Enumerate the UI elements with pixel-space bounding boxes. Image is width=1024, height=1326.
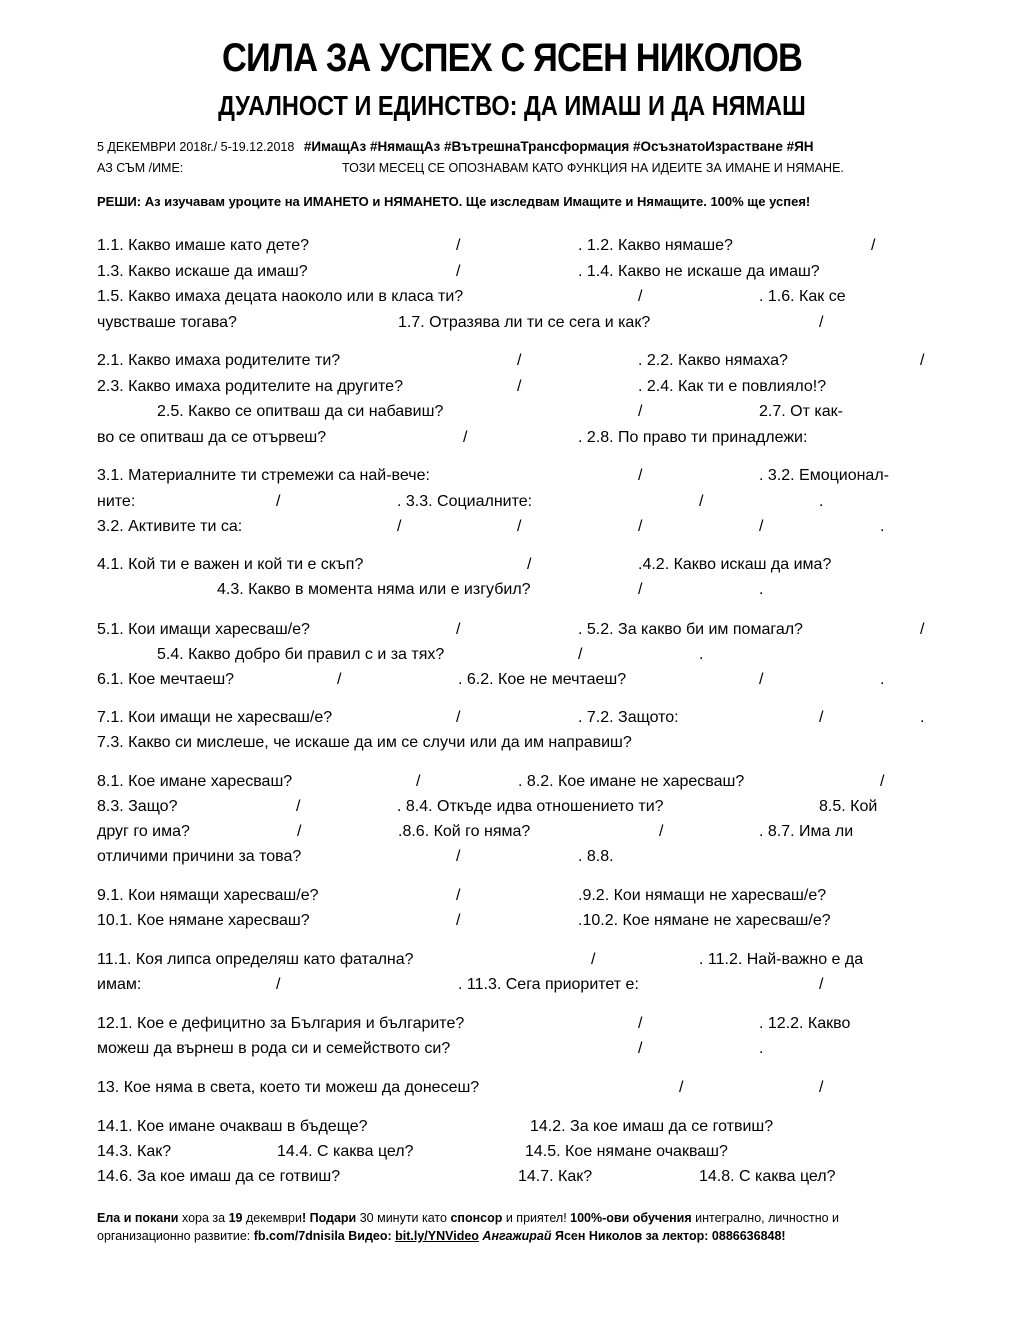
answer-slash: / bbox=[638, 581, 643, 598]
question-13: 13. Кое няма в света, което ти можеш да донесеш? bbox=[97, 1079, 480, 1096]
footer-line-1 bbox=[97, 1211, 839, 1225]
month-statement: ТОЗИ МЕСЕЦ СЕ ОПОЗНАВАМ КАТО ФУНКЦИЯ НА ИДЕИТЕ ЗА ИМАНЕ И НЯМАНЕ. bbox=[342, 161, 844, 175]
question-7-1: 7.1. Кои имащи не харесваш/е? bbox=[97, 709, 333, 726]
answer-slash: / bbox=[819, 314, 824, 331]
answer-slash: / bbox=[819, 976, 824, 993]
question-11-3: . 11.3. Сега приоритет е: bbox=[458, 976, 639, 993]
answer-slash: / bbox=[296, 798, 301, 815]
footer-day: 19 bbox=[228, 1211, 243, 1225]
question-1-6: . 1.6. Как се bbox=[759, 288, 846, 305]
question-2-3: 2.3. Какво имаха родителите на другите? bbox=[97, 378, 403, 395]
name-label: АЗ СЪМ /ИМЕ: bbox=[97, 161, 184, 175]
answer-slash: / bbox=[456, 912, 461, 929]
footer-excl: ! bbox=[301, 1211, 310, 1225]
footer-minutes: 30 минути като bbox=[356, 1211, 451, 1225]
answer-slash: / bbox=[920, 352, 925, 369]
answer-slash: / bbox=[456, 621, 461, 638]
answer-slash: / bbox=[456, 887, 461, 904]
question-1-1: 1.1. Какво имаше като дете? bbox=[97, 237, 310, 254]
answer-slash: / bbox=[638, 1040, 643, 1057]
answer-slash: / bbox=[638, 1015, 643, 1032]
answer-slash: / bbox=[819, 1079, 824, 1096]
footer-trainings: 100%-ови обучения bbox=[570, 1211, 692, 1225]
question-14-4: 14.4. С каква цел? bbox=[277, 1143, 414, 1160]
question-3-2: . 3.2. Емоционал- bbox=[759, 467, 889, 484]
answer-slash: / bbox=[578, 646, 583, 663]
question-1-7: 1.7. Отразява ли ти се сега и как? bbox=[398, 314, 651, 331]
question-8-2: . 8.2. Кое имане не харесваш? bbox=[518, 773, 745, 790]
answer-slash: / bbox=[463, 429, 468, 446]
question-8-1: 8.1. Кое имане харесваш? bbox=[97, 773, 293, 790]
answer-slash: / bbox=[416, 773, 421, 790]
answer-slash: / bbox=[456, 263, 461, 280]
question-12-2: . 12.2. Какво bbox=[759, 1015, 851, 1032]
footer-sponsor: спонсор bbox=[450, 1211, 503, 1225]
question-8-7-cont: отличими причини за това? bbox=[97, 848, 302, 865]
answer-slash: / bbox=[759, 671, 764, 688]
question-8-5: 8.5. Кой bbox=[819, 798, 878, 815]
answer-slash: / bbox=[638, 403, 643, 420]
footer-friend: и приятел! bbox=[502, 1211, 571, 1225]
question-4-3: 4.3. Какво в момента няма или е изгубил? bbox=[217, 581, 531, 598]
hashtags: #ИмащАз #НямащАз #ВътрешнаТрансформация #ОсъзнатоИзрастване #ЯН bbox=[303, 139, 814, 154]
question-1-3: 1.3. Какво искаше да имаш? bbox=[97, 263, 308, 280]
question-4-1: 4.1. Кой ти е важен и кой ти е скъп? bbox=[97, 556, 364, 573]
question-3-1: 3.1. Материалните ти стремежи са най-вече: bbox=[97, 467, 430, 484]
answer-dot: . bbox=[920, 709, 925, 726]
answer-dot: . bbox=[819, 493, 824, 510]
question-14-3: 14.3. Как? bbox=[97, 1143, 172, 1160]
page-subtitle: ДУАЛНОСТ И ЕДИНСТВО: ДА ИМАШ И ДА НЯМАШ bbox=[218, 90, 806, 121]
answer-slash: / bbox=[638, 467, 643, 484]
question-14-1: 14.1. Кое имане очакваш в бъдеще? bbox=[97, 1118, 368, 1135]
answer-dot: . bbox=[759, 581, 764, 598]
question-11-2: . 11.2. Най-важно е да bbox=[699, 951, 864, 968]
answer-slash: / bbox=[337, 671, 342, 688]
answer-slash: / bbox=[456, 237, 461, 254]
question-14-8: 14.8. С каква цел? bbox=[699, 1168, 836, 1185]
question-4-2: .4.2. Какво искаш да има? bbox=[638, 556, 832, 573]
question-10-1: 10.1. Кое нямане харесваш? bbox=[97, 912, 310, 929]
answer-slash: / bbox=[679, 1079, 684, 1096]
question-1-2: . 1.2. Какво нямаше? bbox=[578, 237, 733, 254]
question-6-2: . 6.2. Кое не мечтаеш? bbox=[458, 671, 627, 688]
answer-slash: / bbox=[527, 556, 532, 573]
answer-slash: / bbox=[397, 518, 402, 535]
question-2-1: 2.1. Какво имаха родителите ти? bbox=[97, 352, 341, 369]
question-8-3: 8.3. Защо? bbox=[97, 798, 178, 815]
question-8-8: . 8.8. bbox=[578, 848, 614, 865]
answer-slash: / bbox=[819, 709, 824, 726]
footer-give: Подари bbox=[309, 1211, 357, 1225]
resolve-statement: РЕШИ: Аз изучавам уроците на ИМАНЕТО и НЯМАНЕТО. Ще изследвам Имащите и Нямащите. 100% ще успея! bbox=[97, 194, 811, 209]
answer-slash: / bbox=[759, 518, 764, 535]
answer-slash: / bbox=[456, 848, 461, 865]
header-date-line bbox=[97, 139, 814, 154]
question-8-4: . 8.4. Откъде идва отношението ти? bbox=[397, 798, 664, 815]
footer-december: декември bbox=[242, 1211, 302, 1225]
answer-slash: / bbox=[880, 773, 885, 790]
question-14-2: 14.2. За кое имаш да се готвиш? bbox=[530, 1118, 774, 1135]
footer-integral: интегрално, личностно и bbox=[691, 1211, 840, 1225]
footer-lecturer: Ясен Николов за лектор: 0886636848! bbox=[551, 1229, 786, 1243]
question-7-3: 7.3. Какво си мислеше, че искаше да им се случи или да им направиш? bbox=[97, 734, 632, 751]
answer-dot: . bbox=[880, 518, 885, 535]
footer-come: Ела и покани bbox=[97, 1211, 179, 1225]
answer-slash: / bbox=[638, 518, 643, 535]
answer-slash: / bbox=[871, 237, 876, 254]
footer-org: организационно развитие: bbox=[97, 1229, 254, 1243]
answer-slash: / bbox=[699, 493, 704, 510]
question-11-1: 11.1. Коя липса определяш като фатална? bbox=[97, 951, 414, 968]
question-8-5-cont: друг го има? bbox=[97, 823, 190, 840]
question-8-6: .8.6. Кой го няма? bbox=[398, 823, 531, 840]
question-14-6: 14.6. За кое имаш да се готвиш? bbox=[97, 1168, 341, 1185]
question-3-3: . 3.3. Социалните: bbox=[397, 493, 533, 510]
question-3-2b: 3.2. Активите ти са: bbox=[97, 518, 243, 535]
question-2-4: . 2.4. Как ти е повлияло!? bbox=[638, 378, 827, 395]
page-title: СИЛА ЗА УСПЕХ С ЯСЕН НИКОЛОВ bbox=[222, 36, 802, 80]
question-9-1: 9.1. Кои нямащи харесваш/е? bbox=[97, 887, 319, 904]
question-1-5: 1.5. Какво имаха децата наоколо или в класа ти? bbox=[97, 288, 464, 305]
answer-slash: / bbox=[297, 823, 302, 840]
footer-video-label: Видео: bbox=[344, 1229, 396, 1243]
question-14-7: 14.7. Как? bbox=[518, 1168, 593, 1185]
answer-slash: / bbox=[659, 823, 664, 840]
question-11-2-cont: имам: bbox=[97, 976, 142, 993]
question-5-2: . 5.2. За какво би им помагал? bbox=[578, 621, 803, 638]
answer-dot: . bbox=[759, 1040, 764, 1057]
answer-slash: / bbox=[638, 288, 643, 305]
question-1-4: . 1.4. Какво не искаше да имаш? bbox=[578, 263, 820, 280]
date: 5 ДЕКЕМВРИ 2018г./ 5-19.12.2018 bbox=[97, 140, 295, 154]
footer-fb-link[interactable]: fb.com/7dnisila bbox=[253, 1229, 345, 1243]
answer-slash: / bbox=[276, 493, 281, 510]
footer-hire: Ангажирай bbox=[478, 1229, 552, 1243]
question-2-8: . 2.8. По право ти принадлежи: bbox=[578, 429, 808, 446]
question-10-2: .10.2. Кое нямане не харесваш/е? bbox=[578, 912, 831, 929]
question-5-4: 5.4. Какво добро би правил с и за тях? bbox=[157, 646, 445, 663]
question-2-7: 2.7. От как- bbox=[759, 403, 843, 420]
answer-slash: / bbox=[591, 951, 596, 968]
question-2-2: . 2.2. Какво нямаха? bbox=[638, 352, 788, 369]
answer-slash: / bbox=[517, 378, 522, 395]
question-5-1: 5.1. Кои имащи харесваш/е? bbox=[97, 621, 310, 638]
question-12-1: 12.1. Кое е дефицитно за България и българите? bbox=[97, 1015, 465, 1032]
answer-slash: / bbox=[276, 976, 281, 993]
footer-line-2 bbox=[97, 1229, 786, 1243]
question-2-7-cont: во се опитваш да се отървеш? bbox=[97, 429, 327, 446]
answer-slash: / bbox=[517, 518, 522, 535]
question-7-2: . 7.2. Защото: bbox=[578, 709, 679, 726]
question-8-7: . 8.7. Има ли bbox=[759, 823, 854, 840]
question-12-2-cont: можеш да върнеш в рода си и семейството си? bbox=[97, 1040, 451, 1057]
answer-dot: . bbox=[699, 646, 704, 663]
question-3-2-cont: ните: bbox=[97, 493, 136, 510]
footer-people: хора за bbox=[178, 1211, 229, 1225]
answer-slash: / bbox=[456, 709, 461, 726]
question-2-5: 2.5. Какво се опитваш да си набавиш? bbox=[157, 403, 444, 420]
footer-video-link[interactable]: bit.ly/YNVideo bbox=[395, 1229, 479, 1243]
answer-slash: / bbox=[517, 352, 522, 369]
question-14-5: 14.5. Кое нямане очакваш? bbox=[525, 1143, 728, 1160]
answer-dot: . bbox=[880, 671, 885, 688]
question-9-2: .9.2. Кои нямащи не харесваш/е? bbox=[578, 887, 827, 904]
answer-slash: / bbox=[920, 621, 925, 638]
question-1-6-cont: чувстваше тогава? bbox=[97, 314, 237, 331]
question-6-1: 6.1. Кое мечтаеш? bbox=[97, 671, 235, 688]
